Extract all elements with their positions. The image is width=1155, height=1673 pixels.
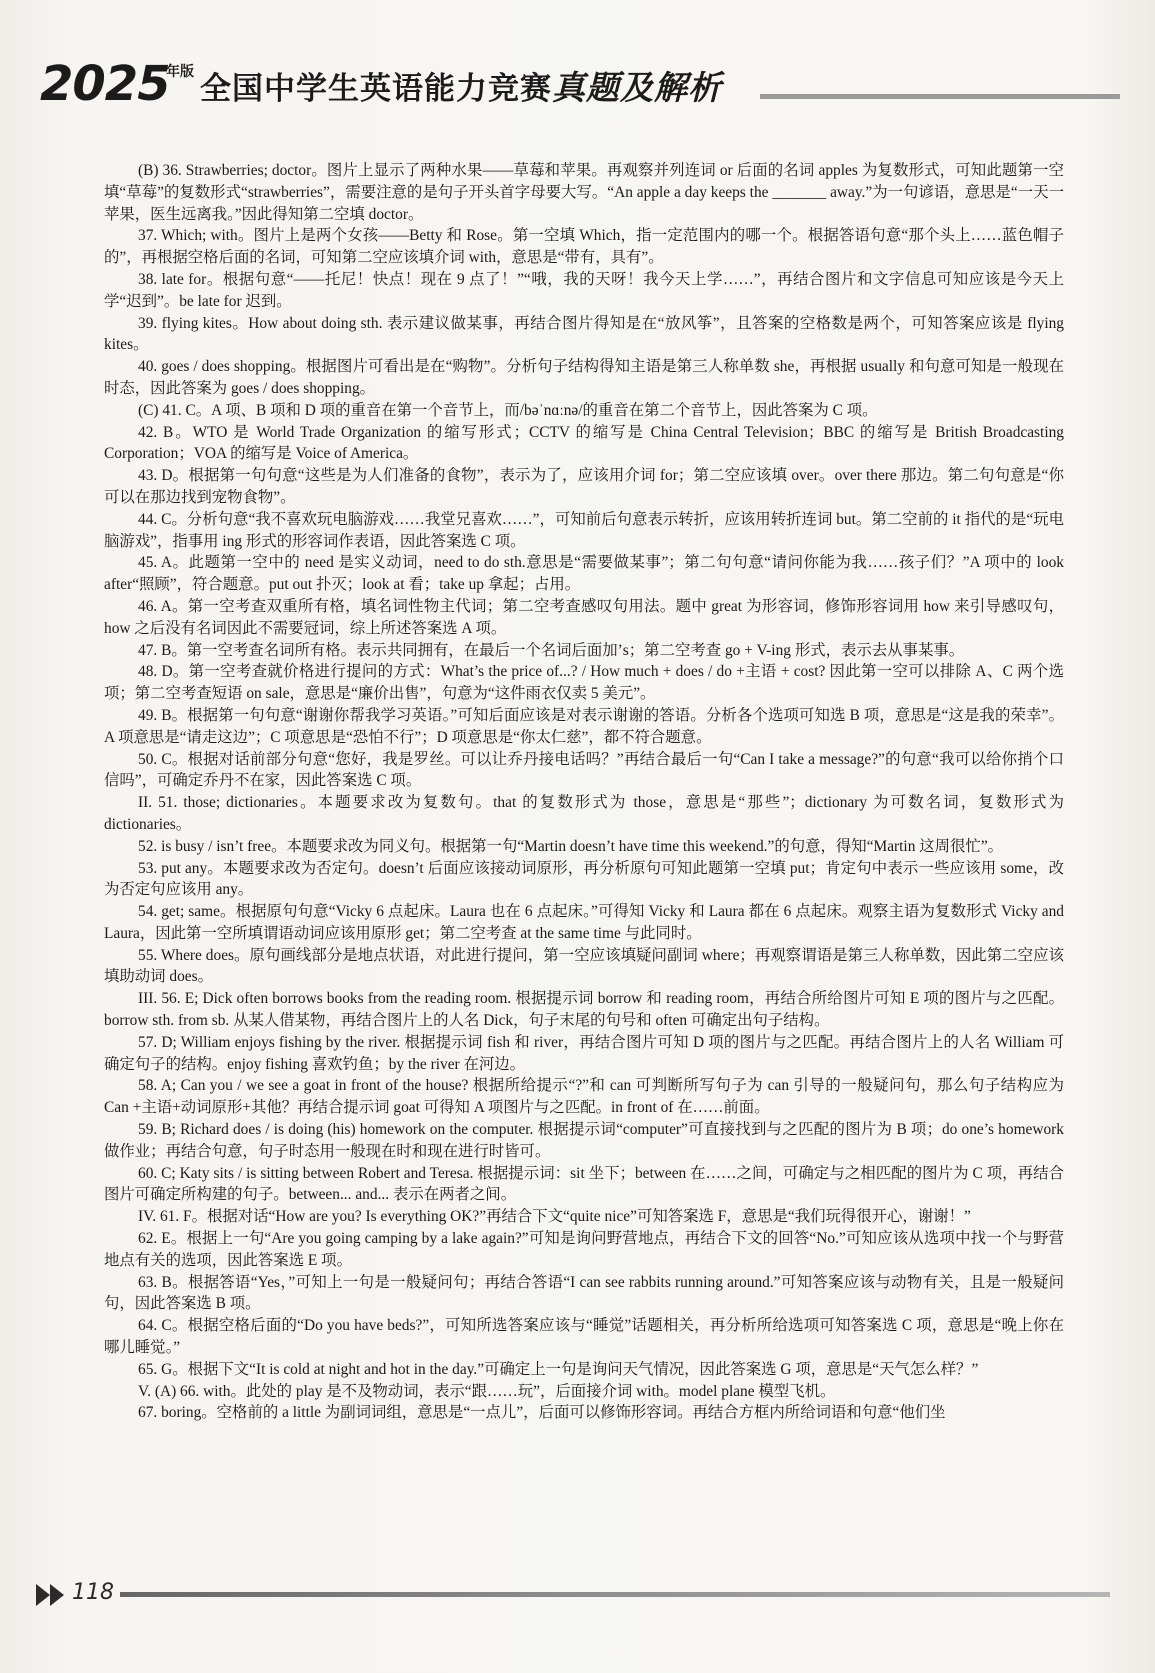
answer-paragraph: 57. D; William enjoys fishing by the river. 根据提示词 fish 和 river，再结合图片可知 D 项的图片与之匹配。再结合图片上的人名 William 可确定句子的结构。enjoy fishing 喜欢钓鱼；by the river 在河边。 xyxy=(104,1033,1064,1073)
answer-paragraph: 50. C。根据对话前部分句意“您好，我是罗丝。可以让乔丹接电话吗？”再结合最后一句“Can I take a message?”的句意“我可以给你捎个口信吗”，可确定乔丹不在家，因此答案选 C 项。 xyxy=(104,750,1064,790)
answer-paragraph: 65. G。根据下文“It is cold at night and hot in the day.”可确定上一句是询问天气情况，因此答案选 G 项，意思是“天气怎么样？” xyxy=(138,1360,979,1378)
page-footer xyxy=(36,1578,1116,1618)
answer-paragraph: 49. B。根据第一句句意“谢谢你帮我学习英语。”可知后面应该是对表示谢谢的答语。分析各个选项可知选 B 项，意思是“这是我的荣幸”。A 项意思是“请走这边”；C 项意思是“恐怕不行”；D 项意思是“你太仁慈”，都不符合题意。 xyxy=(104,706,1064,746)
header-title xyxy=(200,68,722,109)
answer-paragraph: V. (A) 66. with。此处的 play 是不及物动词，表示“跟……玩”，后面接介词 with。model plane 模型飞机。 xyxy=(138,1382,836,1400)
answer-paragraph: 38. late for。根据句意“——托尼！快点！现在 9 点了！”“哦，我的天呀！我今天上学……”，再结合图片和文字信息可知应该是今天上学“迟到”。be late for 迟到。 xyxy=(104,270,1064,310)
answer-paragraph: 45. A。此题第一空中的 need 是实义动词，need to do sth.意思是“需要做某事”；第二句句意“请问你能为我……孩子们？”A 项中的 look after“照顾”，符合题意。put out 扑灭；look at 看；take up 拿起；占用。 xyxy=(104,554,1064,594)
answer-paragraph: 53. put any。本题要求改为否定句。doesn’t 后面应该接动词原形，再分析原句可知此题第一空填 put；肯定句中表示一些应该用 some，改为否定句应该用 any。 xyxy=(104,859,1064,899)
answer-paragraph: 62. E。根据上一句“Are you going camping by a lake again?”可知是询问野营地点，再结合下文的回答“No.”可知应该从选项中找一个与野营地点有关的选项，因此答案选 E 项。 xyxy=(104,1230,1064,1269)
answer-paragraph: (B) 36. Strawberries; doctor。图片上显示了两种水果——草莓和苹果。再观察并列连词 or 后面的名词 apples 为复数形式，可知此题第一空填“草莓”的复数形式“strawberries”，需要注意的是句子开头首字母要大写。“An apple a day keeps the _______ away.”为一句谚语，意思是“一天一苹果，医生远离我。”因此得知第二空填 doctor。 xyxy=(104,162,1064,223)
header-title-accent: 真题及解析 xyxy=(552,68,722,107)
answer-paragraph: IV. 61. F。根据对话“How are you? Is everything OK?”再结合下文“quite nice”可知答案选 F，意思是“我们玩得很开心，谢谢！” xyxy=(138,1208,971,1226)
footer-rule xyxy=(120,1592,1110,1597)
header-year: 2025 xyxy=(40,56,170,112)
page-header xyxy=(40,56,1120,112)
page-number: 118 xyxy=(72,1580,114,1605)
answer-paragraph: 58. A; Can you / we see a goat in front of the house? 根据所给提示“?”和 can 可判断所写句子为 can 引导的一般疑问句，那么句子结构应为 Can +主语+动词原形+其他？再结合提示词 goat 可得知 A 项图片与之匹配。in front of 在……前面。 xyxy=(104,1077,1064,1117)
answer-paragraph: II. 51. those; dictionaries。本题要求改为复数句。that 的复数形式为 those，意思是“那些”；dictionary 为可数名词，复数形式为 dictionaries。 xyxy=(104,794,1064,833)
answer-paragraph: (C) 41. C。A 项、B 项和 D 项的重音在第一个音节上，而/bəˈnɑːnə/的重音在第二个音节上，因此答案为 C 项。 xyxy=(138,401,878,419)
header-title-main: 全国中学生英语能力竞赛 xyxy=(200,71,552,107)
answer-paragraph: 47. B。第一空考查名词所有格。表示共同拥有，在最后一个名词后面加’s；第二空考查 go + V-ing 形式，表示去从事某事。 xyxy=(138,641,965,659)
answer-paragraph: 40. goes / does shopping。根据图片可看出是在“购物”。分析句子结构得知主语是第三人称单数 she，再根据 usually 和句意可知是一般现在时态，因此答案为 goes / does shopping。 xyxy=(104,358,1064,397)
answer-paragraph: 63. B。根据答语“Yes，”可知上一句是一般疑问句；再结合答语“I can see rabbits running around.”可知答案应该与动物有关，且是一般疑问句，因此答案选 B 项。 xyxy=(104,1273,1064,1313)
answer-paragraph: 46. A。第一空考查双重所有格，填名词性物主代词；第二空考查感叹句用法。题中 great 为形容词，修饰形容词用 how 来引导感叹句，how 之后没有名词因此不需要冠词，综上所述答案选 A 项。 xyxy=(104,597,1064,637)
answer-paragraph: 60. C; Katy sits / is sitting between Robert and Teresa. 根据提示词：sit 坐下；between 在……之间，可确定与之相匹配的图片为 C 项，再结合图片可确定所构建的句子。between... and... 表示在两者之间。 xyxy=(104,1164,1064,1204)
answer-paragraph: 67. boring。空格前的 a little 为副词词组，意思是“一点儿”，后面可以修饰形容词。再结合方框内所给词语和句意“他们坐 xyxy=(138,1404,946,1422)
answer-paragraph: 42. B。WTO 是 World Trade Organization 的缩写形式；CCTV 的缩写是 China Central Television；BBC 的缩写是 British Broadcasting Corporation；VOA 的缩写是 Voice of America。 xyxy=(104,423,1064,463)
answer-paragraph: 44. C。分析句意“我不喜欢玩电脑游戏……我堂兄喜欢……”，可知前后句意表示转折，应该用转折连词 but。第二空前的 it 指代的是“玩电脑游戏”，指事用 ing 形式的形容词作表语，因此答案选 C 项。 xyxy=(104,510,1064,550)
answer-paragraph: 43. D。根据第一句句意“这些是为人们准备的食物”，表示为了，应该用介词 for；第二空应该填 over。over there 那边。第二句句意是“你可以在那边找到宠物食物”。 xyxy=(104,467,1064,506)
answer-paragraph: 59. B; Richard does / is doing (his) homework on the computer. 根据提示词“computer”可直接找到与之匹配的图片为 B 项；do one’s homework 做作业；再结合句意，句子时态用一般现在时和现在进行时皆可。 xyxy=(104,1121,1064,1160)
answer-paragraph: 64. C。根据空格后面的“Do you have beds?”，可知所选答案应该与“睡觉”话题相关，再分析所给选项可知答案选 C 项，意思是“晚上你在哪儿睡觉。” xyxy=(104,1317,1064,1357)
answer-paragraph: 52. is busy / isn’t free。本题要求改为同义句。根据第一句“Martin doesn’t have time this weekend.”的句意，得知“Martin 这周很忙”。 xyxy=(138,837,1004,855)
answer-paragraph: 37. Which; with。图片上是两个女孩——Betty 和 Rose。第一空填 Which，指一定范围内的哪一个。根据答语句意“那个头上……蓝色帽子的”，再根据空格后面的名词，可知第二空应该填介词 with，意思是“带有，具有”。 xyxy=(104,227,1064,267)
double-arrow-icon xyxy=(36,1582,68,1608)
answer-paragraph: III. 56. E; Dick often borrows books from the reading room. 根据提示词 borrow 和 reading room，再结合所给图片可知 E 项的图片与之匹配。borrow sth. from sb. 从某人借某物，再结合图片上的人名 Dick，句子末尾的句号和 often 可确定出句子结构。 xyxy=(104,990,1064,1030)
answer-explanations xyxy=(104,160,1064,1424)
answer-paragraph: 48. D。第一空考查就价格进行提问的方式：What’s the price of...? / How much + does / do +主语 + cost? 因此第一空可以排除 A、C 两个选项；第二空考查短语 on sale，意思是“廉价出售”，句意为“这件雨衣仅卖 5 美元”。 xyxy=(104,663,1064,703)
answer-paragraph: 39. flying kites。How about doing sth. 表示建议做某事，再结合图片得知是在“放风筝”，且答案的空格数是两个，可知答案应该是 flying kites。 xyxy=(104,314,1064,354)
answer-paragraph: 55. Where does。原句画线部分是地点状语，对此进行提问，第一空应该填疑问副词 where；再观察谓语是第三人称单数，因此第二空应该填助动词 does。 xyxy=(104,946,1064,986)
answer-paragraph: 54. get; same。根据原句句意“Vicky 6 点起床。Laura 也在 6 点起床。”可得知 Vicky 和 Laura 都在 6 点起床。观察主语为复数形式 Vicky and Laura，因此第一空所填谓语动词应该用原形 get；第二空考查 at the same time 与此同时。 xyxy=(104,903,1064,942)
header-edition: 年版 xyxy=(166,64,194,80)
header-rule xyxy=(760,94,1120,99)
